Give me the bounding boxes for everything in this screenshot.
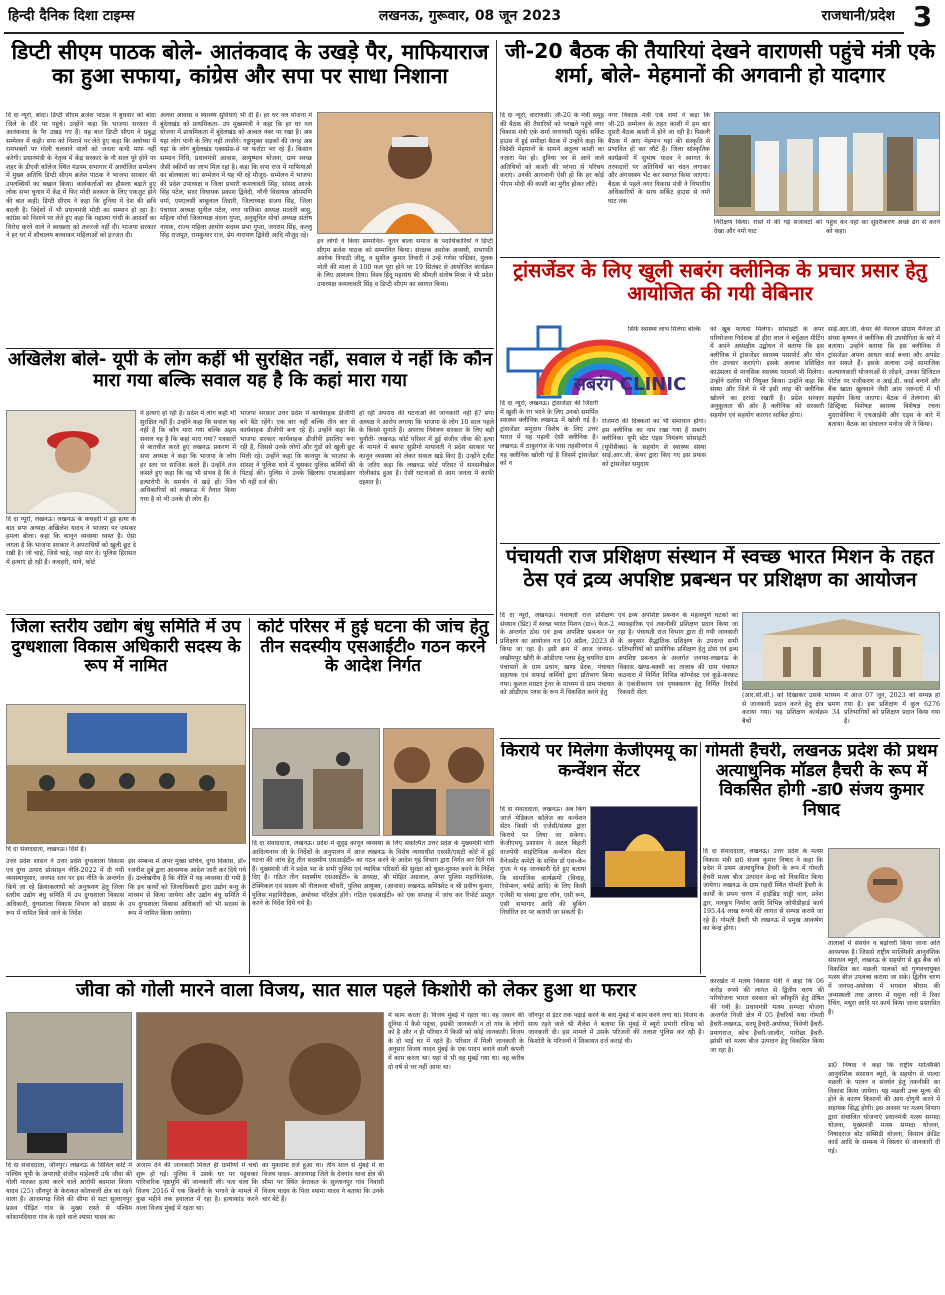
page-number: 3 (912, 0, 933, 33)
akhilesh-portrait-icon (7, 411, 136, 514)
rule-a2 (500, 257, 940, 258)
a3-col1: रोजमर्रा की दिक्कतों का भी समाधान होगा। इस क्लीनिक का नाम रखा गया है सबरंग क्लीनिक। यूपी स्टेट एड्स नियंत्रण सोसाइटी (यूपीसैक्स) के सहयोग से स्वास्थ्य संस्था साई.आर.जी. केयर द्वारा किए गए इस प्रयास को ट्रांसजेंडर समुदाय (602, 418, 706, 468)
a3-intro-top: सिर्फ स्वास्थ्य लाभ मिलेगा बल्कि (628, 326, 701, 333)
a9-col2: कारखेत में मत्स्य विकास मंत्री ने कहा कि 06 करोड़ रुपये की लागत से द्वितीय चरण की परियोजना भारत सरकार को स्वीकृति हेतु प्रेषित की गयी है। प्रधानमंत्री मत्स्य सम्पदा योजना अन्तर्गत निजी क्षेत्र में 05 हैचरियों यथा गोमती हैचरी-लखनऊ, सरयू हैचरी-अयोध्या, त्रिवेणी हैचरी-प्रयागराज, कोच हैचरी-जालौन, पारीछा हैचरी-झांसी को मत्स्य बीज उत्पादन हेतु विकसित किया जा रहा है। (710, 978, 824, 1054)
a10-col1: अंजाम देने की जानकारी मिलते ही ग्रामीणों में चर्चा शुरू हो गई। पुलिस ने उसके घर पर पहुंचकर पारिवारिक पृष्ठभूमि की जानकारी ली। पता चला कि विजय 2016 में एक किशोरी के भगाने के मामले में कुछ महीने तक हवालात में रहा है। हत्याकांड करने वाला विजय मुंबई में रहता था। (136, 1162, 258, 1212)
a5-col1: उत्तर प्रदेश शासन ने उत्तर प्रदेश दुग्धशाला विकास एवं दुग्ध उत्पाद प्रोत्साहन नीति-2022 में दी गयी व्यवस्थानुसार, जनपद स्तर पर इस नीति के अन्तर्गत किये जा रहे क्रियाकलापों को अनुश्रवण हेतु जिला स्तरीय उद्योग बंधु समिति में उप दुग्धशाला विकास अधिकारी, दुग्धशाला विकास विभाग को सदस्य के रूप में नामित किये जाने के निर्देश (6, 858, 124, 917)
a7-headline: पंचायती राज प्रशिक्षण संस्थान में स्वच्छ भारत मिशन के तहत ठेस एवं द्रव्य अपशिष्ट प्रबन्धन पर प्रशिक्षण का आयोजन (506, 546, 934, 591)
a3-col2: को खूब फायदा मिलेगा। सोसाइटी के अपर परियोजना निदेशक डॉ हीरा लाल ने बर्चुअल मीटिंग में अपने अध्यक्षीय उद्बोधन में बताया कि इस क्लीनिक में ट्रांसजेंडर स्वास्थ्य पासपोर्ट और योन रोग उपचार कराएंगे। इसके अलावा प्रशिक्षित काउंसलर से मानसिक स्वास्थ्य परामर्श भी मिलेगा। उन्होंने दर्शाया भी नियुक्त किया। उन्होंने कहा कि संस्था और जिले में भी इसी तरह की क्लीनिक खोलने का इरादा रखती है। प्रदेश सरकार अनुकूलता की ओर है क्लीनिक को सरकारी सहयोग एवं सहयोग कारगर साबित होगा। (710, 326, 824, 419)
a8-headline: किराये पर मिलेगा केजीएमयू का कन्वेंशन सेंटर (501, 742, 697, 781)
minister-inspection-photo-icon (715, 113, 940, 216)
minister-nishad-portrait-icon (829, 849, 940, 938)
rule-a1 (6, 348, 494, 349)
a10-photo-2 (136, 1012, 384, 1160)
masthead (0, 0, 945, 40)
a7-col1: दि दा न्यूरो, लखनऊ। पंचायती राज प्रशिक्षण संस्थान (प्रिट) में स्वच्छ भारत मिशन (ग्रा०) फेज-2 के अन्तर्गत ठोस एवं द्रव्य अपशिष्ट प्रबन्धन पर प्रशिक्षण का आयोजन गत 10 अप्रैल, 2023 से किया जा रहा है। इसी क्रम में आज जनपद-लखीमपुर खीरी के ओडीएफ प्लस हेतु चयनित ग्राम पंचायतों के ग्राम प्रधान, खण्ड प्रेरक, पंचायत सहायक एवं सफाई कर्मियों द्वारा प्रतिभाग किया गया। कुशल मास्टर ट्रेनर के माध्यम से ग्राम पंचायत को ओडीएफ प्लस के रूप में विकसित करने हेतु (500, 612, 614, 697)
a4-photo (6, 410, 136, 514)
a1-headline: डिप्टी सीएम पाठक बोले- आतंकवाद के उखड़े पैर, माफियाराज का हुआ सफाया, कांग्रेस और सपा पर साधा निशाना (11, 40, 489, 89)
a4-col2: भाजपा सरकार उत्तर प्रदेश में कार्यवाहक डीजीपी बने बैठे रहेंगे। एक बार नहीं बल्कि तीन बार से कार्यवाहक डीजीपी बना रहे हैं। उन्होंने कहा कि भाजपा सरकार कार्यवाहक डीजीपी इसलिए बना रही है, जिससे उनके लोगों और गुंडों को खुली छूट मिली रहे। उन्होंने कहा कि कानपुर के भाजपा के सांसद ने पुलिस थाने में घुसकर पुलिस कर्मियों की पिटाई की। पुलिस ने उनके खिलाफ एफआईआर भी नहीं दर्ज की। (240, 410, 355, 486)
accused-photo-icon (384, 729, 494, 836)
a3-col3: साईं.आर.जी. केयर की नेशनल प्रोग्राम मैनेजर डॉ संध्या कृष्णन ने क्लीनिक की उपयोगिता के बारे में बताया। उन्होंने बताया कि इस क्लीनिक में ट्रांसजेंडर अपना आधार कार्ड बनवा और अपडेट कर सकते हैं। इसके अलावा उन्हें सामाजिक कल्याणकारी योजनाओं से जोड़ने, उनका डिजिटल पोर्टल पर पंजीकरण व आई.डी. कार्ड बनाने और बैंक खाता खुलवाने जैसी आम जरूरतों में भी सहयोग किया जाएगा। बैठक में तेलंगाना की डिस्ट्रिक्ट विशेषज्ञ स्वास्थ्य विशेषज्ञ रचना मुदरासेविया ने एचआईवी और एड्स के बारे में बताया। बैठक का संचालन मनोज जी ने किया। (828, 326, 940, 428)
meeting-room-photo-icon (7, 705, 246, 844)
institute-building-photo-icon (743, 613, 940, 690)
a10-col4: जौनपुर से इंटर तक पढ़ाई करने के बाद मुंबई में काम करने लगा था। विजय के साथ रहने वाले श्री शैलेश ने बताया कि मुंबई में ब्यूरो प्रभारी रविन्द्र को जानकारी दी। इस मामले में उसके परिजनों की तलाश पुलिस कर रही है। किशोरी के परिजनों ने शिकायत दर्ज कराई थी। (528, 1012, 704, 1045)
header-rule (4, 32, 904, 34)
a10-headline: जीवा को गोली मारने वाला विजय, सात साल पहले किशोरी को लेकर हुआ था फरार (75, 980, 637, 1001)
a4-col1: में हत्याएं हो रही हैं। प्रदेश में लोग कहीं भी सुरक्षित नहीं हैं। उन्होंने कहा कि सवाल यह नहीं है कि कौन मारा गया बल्कि अहम सवाल यह है कि कहां मारा गया? पत्रकारों से बातचीत करते हुए लखनऊ प्रकरण में सपा अध्यक्ष ने कहा कि भाजपा के लोग हर स्तर पर साजिश करते हैं। उन्होंने तंज कसते हुए कहा कि वह भी संभव है कि वे हत्यारोपी के समर्थन में खड़े हों। जिन अधिकारियों को लखनऊ में तैनात किया गया है वो भी उनके ही लोग हैं। (140, 410, 236, 503)
a7-col2: एवं द्रव्य अपशिष्ट प्रबन्धन के महत्वपूर्ण घटकों का व्यावहारिक एवं तकनीकी प्रशिक्षण प्रदान किया जा रहा है। पंचायती राज विभाग द्वारा दी गयी जानकारी के अनुसार सैद्धांतिक प्रशिक्षण के उपरान्त सभी प्रतिभागियों को प्रायोगिक प्रशिक्षण हेतु ठोस एवं द्रव्य अपशिष्ट प्रबन्धन के अन्तर्गत जनपद-लखनऊ के विकास खण्ड-बक्शी का तालाब की ग्राम पंचायत कठवारा में निर्मित विभिन्न कॉम्पोस्ट एवं कूड़े-करकट के एकत्रीकरण एवं पृथक्करण हेतु निर्मित रिसोर्स रिकवरी सेंटर (618, 612, 738, 697)
a6-photo-1 (252, 728, 380, 836)
rule-a4 (6, 614, 494, 615)
court-campus-photo-icon (253, 729, 380, 836)
a6-body: दि दा संवाददाता, लखनऊ। प्रदेश में सुदृढ़ कानून व्यवस्था के लिए संकल्पित उत्तर प्रदेश के मुख्यमंत्री योगी आदित्यनाथ जी के निर्देशों के अनुपालन में आज लखनऊ के विशेष न्यायाधीश एससी/एसटी कोर्ट में हुई घटना की जांच हेतु तीन सदस्यीय एसआईटी० का गठन करने के आदेश गृह विभाग द्वारा निर्गत कर दिये गये हैं। मुख्यमंत्री जी ने प्रदेश भर के सभी पुलिस एवं न्यायिक परिसरों की सुरक्षा को चुस्त-दुरुस्त करने के निर्देश दिए हैं। गठित तीन सदस्यीय एसआईटी० के अध्यक्ष, श्री मोहित अग्रवाल, अपर पुलिस महानिदेशक, टेक्निकल एवं सदस्य श्री नीलाब्जा चौधरी, पुलिस आयुक्त, (आवास) लखनऊ कमिश्नरेट व श्री प्रवीण कुमार, पुलिस महानिरीक्षक, अयोध्या परिक्षेत्र होंगे। गठित एसआईटी० को एक सप्ताह में जांच कर रिपोर्ट प्रस्तुत करने के निर्देश दिये गये हैं। (252, 840, 494, 908)
a1-col2: अलवा आवास व स्वास्थ्य सुविधाएं भी दी हैं। हर घर नल योजना में बुंदेलखंड को प्राथमिकता- उप मुख्यमंत्री ने कहा कि हर घर नल योजना में प्राथमिकता में बुंदेलखंड को अव्वल नंबर पर रखा है। अब यहां लोग पानी के लिए नहीं तरसेंगे। गड्ढामुक्त सड़कों की जगह अब यहां के लोग बुंदेलखंड एक्सप्रेस-वे पर फर्राटा भर रहे हैं। किसान सम्मान निधि, प्रधानमंत्री आवास, आयुष्मान योजना, ग्राम स्वच्छ जैसी स्कीमों का लाभ मिल रहा है। कहा कि सपा राज में माफियाओं का बोलबाला था। सम्मेलन में यह भी रहे मौजूद- सम्मेलन में भाजपा की प्रदेश उपाध्यक्ष व जिला प्रभारी कमलावती सिंह, सांसद आरके सिंह पटेल, सदर विधायक प्रकाश द्विवेदी, नरैनी विधायक ओममणि वर्मा, एमएलसी बाबूलाल तिवारी, जिलाध्यक्ष संजय सिंह, जिला पंचायत अध्यक्ष सुनील पटेल, नगर पालिका अध्यक्ष मालती बासु, महिला मोर्चा जिलाध्यक्ष वंदना गुप्ता, अनुसूचित मोर्चा अध्यक्ष संतोष नायक, राज्य महिला आयोग सदस्य प्रभा गुप्ता, जगराम सिंह, कल्लू सिंह राजपूत, रामकुमार राज, प्रेम नारायण द्विवेदी आदि मौजूद रहे। (160, 112, 312, 240)
a2-caption-1: निरीक्षण किया। रास्ते में की गई सजावटों को देखा और नमो घाट (714, 219, 822, 235)
vertical-rule-a8 (700, 742, 701, 974)
a9-col0: दि दा संवाददाता, लखनऊ। उत्तर प्रदेश के मत्स्य विकास मंत्री डा0 संजय कुमार निषाद ने कहा कि प्रदेश में प्रथम अत्याधुनिक हैचरी के रूप में गोमती हैचरी मत्स्य बीज उत्पादन केन्द्र को विकसित किया जायेगा। लखनऊ के ग्राम गहदौ स्थित गोमती हैचरी के कार्यों के प्रथम चरण में हाईब्रिड वाड्डी वाल, प्रवेश द्वार, नलकूप निर्माण आदि विभिन्न ओपीडीहार्ड कार्य 195.44 लाख रूपये की लागत से सम्पन्न कराये जा रहे हैं। गोमती हैचरी भी लखनऊ में प्रमुख आकर्षण का केन्द्र होगा। (703, 848, 823, 933)
a8-col2 (590, 900, 698, 974)
a5-caption: दि दा संवाददाता, लखनऊ। दिसे है। (6, 846, 87, 853)
a4-headline: अखिलेश बोले- यूपी के लोग कहीं भी सुरक्षित नहीं, सवाल ये नहीं कि कौन मारा गया बल्कि सवाल यह है कि कहां मारा गया (7, 350, 493, 391)
a6-headline: कोर्ट परिसर में हुई घटना की जांच हेतु तीन सदस्यीय एसआईटी० गठन करने के आदेश निर्गत (257, 618, 489, 677)
a2-headline: जी-20 बैठक की तैयारियां देखने वाराणसी पहुंचे मंत्री एके शर्मा, बोले- मेहमानों की अगवानी हो यादगार (505, 40, 935, 87)
vertical-rule-a5 (249, 618, 250, 974)
rule-a3 (500, 543, 940, 544)
paper-name: हिन्दी दैनिक दिशा टाइम्स (8, 8, 135, 24)
a9-photo (828, 848, 940, 938)
rule-a7 (500, 738, 940, 739)
a10-col3: में काम करता है। विजय मुंबई में रहता था। वह जवान की दुनिया में कैसे पहुंचा, इसकी जानकारी न तो गांव के लोगों को है और न ही परिवार में किसी को कोई जानकारी। विजय के दो भाई घर में रहते हैं। परिवार में मिली जानकारी के अनुसार विजय यादव मुंबई के एक पादप बनाने वाली कंपनी में काम करता था। यहां से भी वह मुंबई गया था। वह करीब दो वर्ष से घर नहीं आया था। (388, 1012, 524, 1071)
crime-scene-photo-icon (7, 1013, 132, 1160)
a2-photo (714, 112, 940, 216)
a3-logo-text: सबरंग CLINIC (573, 374, 687, 395)
a1-col1: दि दा न्यूरो, बांदा। डिप्टी सीएम ब्रजेश पाठक ने बुधवार को बांदा जिले के दौरे पर पहुंचे। उन्होंने कहा कि भाजपा सरकार में आतंकवाद के पैर उखड़ गए हैं। यह बात डिप्टी सीएम ने प्रबुद्ध सम्मेलन में कही। सपा को निशाने पर लेते हुए कहा कि अयोध्या में रामभक्तों पर गोली चलवाने वालों को जनता कभी माफ नहीं करेगी। प्रधानमंत्री के नेतृत्व में केंद्र सरकार के नौ साल पूरे होने पर शहर के डीएवी कॉलेज स्थित मंडपम सभागार में आयोजित सम्मेलन में मुख्य अतिथि डिप्टी सीएम ब्रजेश पाठक ने भाजपा सरकार की उपलब्धियों का बखान किया। कार्यकर्ताओं का हौसला बढ़ाते हुए लोक सभा चुनाव में केंद्र में फिर मोदी सरकार के लिए एकजुट होने की बात कही। डिप्टी सीएम ने कहा कि दुनिया में देश की छवि बदली है। विदेशों में भी प्रधानमंत्री मोदी का सम्मान हो रहा है। कांग्रेस को निशाने पर लेते हुए कहा कि महात्मा गांधी के आदर्शों का विरोध करने वाले ने स्वच्छता को तवज्जो नहीं दी। भाजपा सरकार ने हर घर में शौचालय बनवाकर महिलाओं को इज्जत दी। (6, 112, 156, 240)
a9-col1: तालाबों में संवर्धन व बढ़ोत्तरी किया जाना अति आवश्यक है। जिससे राष्ट्रीय मात्स्यिकी आनुवंशिक संसाधन ब्यूरो, लखनऊ के सहयोग से ब्रूड बैंक को विकसित कर मछली पालकों को गुणवत्तायुक्त मत्स्य बीज उपलब्ध कराया जा सके। द्वितीय चरण में जनपद-अयोध्या में भगवान श्रीराम की जन्मस्थली तथा आगरा में यमुना नदी में रिवर रैंचिंग, मथुरा आदि पर कार्य किया जाना प्रस्तावित है। (828, 940, 940, 1016)
a7-photo (742, 612, 940, 690)
section-name: राजधानी/प्रदेश (821, 8, 895, 24)
vertical-rule-center (496, 40, 497, 644)
a9-col3: डा0 निषाद ने कहा कि राष्ट्रीय मात्स्यिकी आनुवंशिक संसाधन ब्यूरो, के सहयोग से पाल्दा मछली के पालन व संवर्धन हेतु तकनीकी का विकास किया जायेगा। यह मछली उच्च मूल्य की होने के कारण किसानों की आय दोगुनी करने में सहायक सिद्ध होगी। इस अवसर पर मत्स्य विभाग द्वारा संचालित योजनाएं प्रधानमंत्री मत्स्य सम्पदा योजना, मुख्यमंत्री मत्स्य सम्पदा योजना, निषादराज बोट सब्सिडी योजना, किसान क्रेडिट कार्ड आदि के सम्बन्ध में विस्तार से जानकारी दी गई। (828, 1062, 940, 1155)
a3-col0: दि दा न्यूरो, लखनऊ। ट्रांसजेंडर की जिंदगी में खुशी के रंग भरने के लिए उनको समर्पित स्वास्थ्य क्लीनिक लखनऊ में खोली गई है। ट्रांसजेंडर समुदाय विशेष के लिए उत्तर भारत में यह पहली ऐसी क्लीनिक है। लखनऊ में ठाकुरगंज के पास तहसीनगंज में यह क्लीनिक खोली गई है जिसमें ट्रांसजेंडर को न (500, 400, 598, 468)
a5-headline: जिला स्तरीय उद्योग बंधु समिति में उप दुग्धशाला विकास अधिकारी सदस्य के रूप में नामित (11, 618, 241, 677)
a8-photo (590, 806, 698, 898)
convention-center-night-photo-icon (591, 807, 698, 898)
a6-photo-2 (383, 728, 494, 836)
a9-headline: गोमती हैचरी, लखनऊ प्रदेश की प्रथम अत्याधुनिक मॉडल हैचरी के रूप में विकसित होगी -डा0 संजय कुमार निषाद (705, 742, 938, 821)
a10-caption: दि दा संवाददाता, जौनपुर। लखनऊ के सिविल कोर्ट में पश्चिम यूपी के अपराधी संजीव माहेश्वरी उर्फ जीवा की गोली मारकर हत्या करने वाले आरोपी बदमाश विजय यादव (25) जौनपुर के केराकत कोतवाली क्षेत्र का रहने वाला है। आजमगढ़ जिले की सीमा से सटा सुल्तानपुर प्रसव पीड़ित गांव के मुख्य रास्ते से पश्चिम कोशामदियारा गांव के रहने वाले श्यामा यादव का (6, 1162, 132, 1221)
a8-col1: दि दा संवाददाता, लखनऊ। अब किंग जार्ज मेडिकल कॉलेज का कन्वेंशन सेंटर किसी भी एजेंसी/संस्था द्वारा किराये पर लिया जा सकेगा। केजीएमयू प्रशासन ने अटल बिहारी वाजपेयी साइंटिफिक कन्वेंशन सेंटर मैनेजमेंट कमेटी के सचिव डॉ एस०के० गुप्ता ने यह जानकारी देते हुए बताया कि सामाजिक कार्यक्रमों (विवाह, रिसेप्शन, बर्थडे आदि) के लिए किसी एजेंसी या संस्था द्वारा लॉन, एसी रूम, एसी सभागार आदि की बुकिंग निर्धारित दर पर करायी जा सकती है। (500, 806, 586, 917)
a2-col1: दि दा न्यूरो, वाराणसी। जी-20 के मंत्री समूह की बैठक की तैयारियों को परखने पहुंचे नगर विकास मंत्री एके शर्मा वाराणसी पहुंचे। सर्किट हाउस में हुई समीक्षा बैठक में उन्होंने कहा कि विदेशी मेहमानों के सामने अतुल्य काशी का नज़ारा पेश हो। दुनिया भर से आने वाले अतिथियों को काशी की परंपरा से परिचय कराएं। उनकी आगवानी ऐसी हो कि हर कोई पीएम मोदी की काशी का मुरीद होकर लौटे। (500, 112, 604, 188)
a10-col2: का मुकदमा दर्ज हुआ था। तीन साल से मुंबई में था विजय यादव- आजमगढ़ जिले के देवगांव थाना क्षेत्र की सीमा पर स्थित केराकत के सुल्तानपुर गांव निवासी विजय यादव के पिता श्यामा यादव ने बताया कि उनके चार बेटे हैं। (262, 1162, 384, 1204)
deputy-cm-portrait-icon (318, 113, 493, 234)
a5-col2: इस सम्बन्ध में अपर मुख्य सचिव, दुग्ध विकास, डॉ० रजनीश दुबे द्वारा आवश्यक आदेश जारी कर दिये गये हैं। उल्लेखनीय है कि नीति में यह व्यवस्था दी गयी है कि इन कार्यों को जिलाधिकारी द्वारा उद्योग बन्धु के माध्यम से किया जायेगा और उद्योग बंधु समिति में उप दुग्धशाला विकास अधिकारी को भी सदस्य के रूप में नामित किया जायेगा। (128, 858, 246, 917)
accused-vijay-portrait-icon (137, 1013, 384, 1160)
a4-caption: दि दा न्यूरो, लखनऊ। लखनऊ के कचहरी में हुई हत्या के बाद सपा अध्यक्ष अखिलेश यादव ने भाजपा पर जमकर हमला बोला। कहा कि कानून व्यवस्था ध्वस्त है। ऐसा लगता है कि भाजपा सरकार ने अपराधियों को खुली छूट दे रखी है। जो चाहे, जिसे चाहे, जहां मार दे। पुलिस हिरासत में हत्याएं हो रही हैं। कचहरी, थाने, कोर्ट (6, 516, 136, 566)
a3-headline: ट्रांसजेंडर के लिए खुली सबरंग क्लीनिक के प्रचार प्रसार हेतु आयोजित की गयी वेबिनार (513, 260, 927, 305)
rule-a10 (6, 976, 706, 977)
a7-caption-1: (आर.सी.सी.) को दिखाकर उसके माध्यम से जानकारी प्रदान करने हेतु क्षेत्र भ्रमण कराया गया। यह प्रशिक्षण कार्यक्रम 34 बैचों (742, 692, 840, 725)
a1-col3: इन लोगों ने किया सम्मानित- नूतन बाला समाज के पदाधिकारियों ने डिप्टी सीएम ब्रजेश पाठक को सम्मानित किया। संरक्षक अशोक अवस्थी, सभापति अशोक त्रिपाठी जीतू, व सुशील कुमार तिवारी ने उन्हें गणेश पद्मिका, पुलक मोती की माला से 100 फल पूरा होने पर 19 सितंबर से आयोजित कार्यक्रम के लिए आमंत्रण दिया। विश्व हिंदू महासंघ की श्रीमती संतोष मिश्रा ने भी प्रदेश उपाध्यक्ष कमलावती सिंह व डिप्टी सीएम का स्वागत किया। (317, 238, 493, 288)
a4-col3: हो रही अपराध की घटनाओं की जानकारी नहीं है? सपा अध्यक्ष ने आरोप लगाया कि भाजपा के लोग 10 साल पहले के किस्से सुनाते हैं। अपराध नियंत्रण सरकार के लिए बड़ी चुनौती- लखनऊ कोर्ट परिसर में हुई संजीव जीवा की हत्या के मामले में बसपा सुप्रीमो मायावती ने प्रदेश सरकार पर कानून व्यवस्था को लेकर सवाल खड़े किए हैं। उन्होंने ट्वीट के जरिए कहा कि लखनऊ कोर्ट परिसर में सनसनीखेज गोलीकांड हुआ है। ऐसी घटनाओं से आम जनता में काफी दहशत है। (359, 410, 494, 486)
a2-caption-2: पहुंच कर वहां का सुंदरीकरण अच्छे ढंग से करने को कहा। (826, 219, 940, 235)
a7-caption-2: में आज 07 जून, 2023 को सम्पन्न हो गया है। इस प्रशिक्षण में कुल 6276 प्रतिभागियों को प्रशिक्षण प्रदान किया गया है। (844, 692, 940, 725)
a5-photo (6, 704, 246, 844)
a1-photo (317, 112, 493, 234)
a2-col2: नगर विकास मंत्री एके शर्मा ने कहा कि जी-20 सम्मेलन के तहत काशी में हम बार दूसरी बैठक काशी में होने जा रही है। पिछली बैठक में आए मेहमान यहां की संस्कृति से प्रभावित हो कर लौटे हैं। जिला सांस्कृतिक कार्यक्रमों में सुभाष यादव ने स्वागत के तरफदारों पर अतिथियों का चंदन लगाकर और अंगवस्त्रम भेंट कर स्वागत किया जाएगा। बैठक से पहले नगर विकास मंत्री ने विभागीय अधिकारियों के साथ सर्किट हाउस से नमो घाट तक (608, 112, 710, 205)
a10-photo-1 (6, 1012, 132, 1160)
dateline: लखनऊ, गुरूवार, 08 जून 2023 (378, 8, 562, 24)
